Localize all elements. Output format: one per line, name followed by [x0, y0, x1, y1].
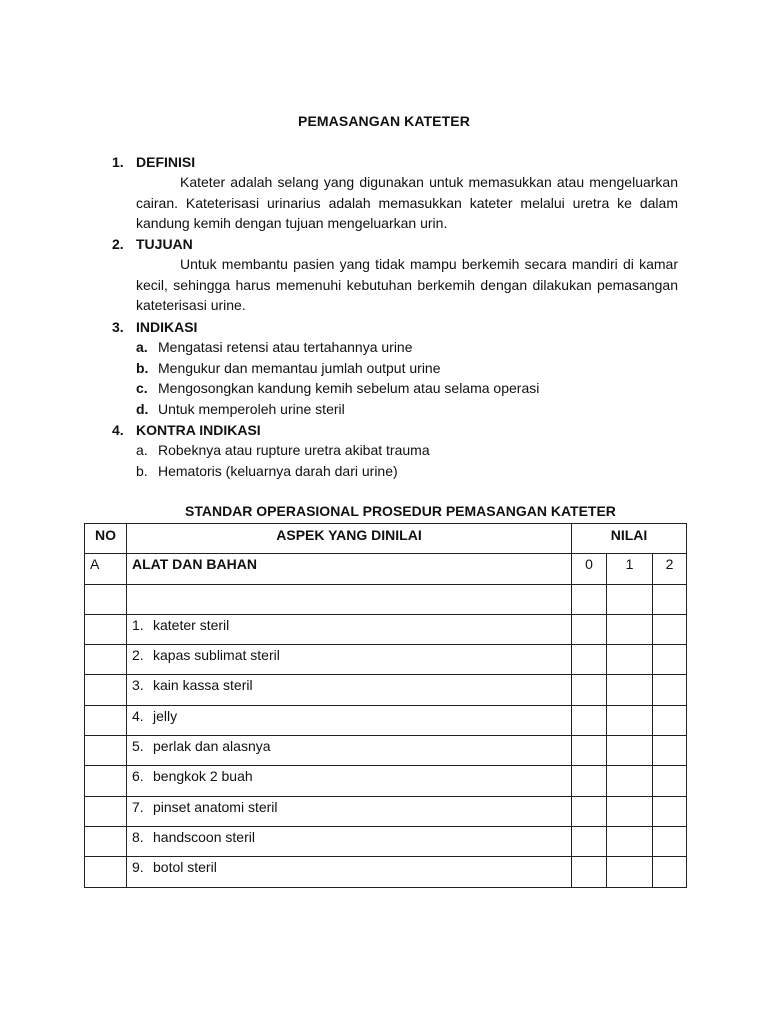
- item-cell: [127, 796, 572, 826]
- item-letter: b.: [136, 462, 148, 479]
- section-number: 1.: [112, 154, 124, 170]
- score-cell[interactable]: [572, 705, 607, 735]
- score-1: 1: [607, 554, 653, 584]
- item-text: Mengosongkan kandung kemih sebelum atau selama operasi: [158, 380, 540, 396]
- section-number: 4.: [112, 422, 124, 438]
- table-cell: [85, 857, 127, 887]
- score-2: 2: [653, 554, 687, 584]
- item-letter: b.: [136, 359, 149, 376]
- table-cell: [85, 614, 127, 644]
- section-title: INDIKASI: [136, 319, 198, 335]
- item-text: handscoon steril: [153, 828, 255, 845]
- score-cell[interactable]: [572, 645, 607, 675]
- item-text: kain kassa steril: [153, 677, 253, 694]
- item-cell: [127, 645, 572, 675]
- score-cell[interactable]: [653, 766, 687, 796]
- item-cell: [127, 614, 572, 644]
- document-title: PEMASANGAN KATETER: [298, 113, 470, 129]
- item-text: pinset anatomi steril: [153, 798, 278, 815]
- kontra-indikasi-list: [112, 440, 678, 481]
- score-0: 0: [572, 554, 607, 584]
- section-paragraph: [136, 254, 678, 316]
- score-cell[interactable]: [572, 736, 607, 766]
- section-heading: [112, 234, 678, 254]
- item-text: perlak dan alasnya: [153, 738, 271, 755]
- table-row: [85, 766, 687, 796]
- item-number: 3.: [132, 677, 144, 694]
- group-label: ALAT DAN BAHAN: [127, 554, 572, 584]
- item-cell: [127, 675, 572, 705]
- item-text: Robeknya atau rupture uretra akibat trauma: [158, 442, 430, 458]
- indikasi-list: [112, 337, 678, 419]
- item-number: 9.: [132, 859, 144, 876]
- score-cell[interactable]: [607, 614, 653, 644]
- item-text: botol steril: [153, 859, 217, 876]
- list-item: [136, 399, 678, 420]
- table-row: [85, 826, 687, 856]
- section-title: KONTRA INDIKASI: [136, 422, 261, 438]
- score-cell[interactable]: [653, 705, 687, 735]
- item-letter: a.: [136, 339, 148, 355]
- score-cell[interactable]: [653, 796, 687, 826]
- item-cell: [127, 826, 572, 856]
- table-cell: [85, 736, 127, 766]
- table-row: [85, 675, 687, 705]
- score-cell[interactable]: [572, 766, 607, 796]
- score-cell[interactable]: [607, 645, 653, 675]
- list-item: [136, 378, 678, 399]
- score-cell[interactable]: [572, 675, 607, 705]
- section-title: TUJUAN: [136, 236, 193, 252]
- sop-table: [84, 523, 687, 888]
- score-cell[interactable]: [607, 857, 653, 887]
- score-cell[interactable]: [607, 826, 653, 856]
- score-cell[interactable]: [572, 796, 607, 826]
- score-cell[interactable]: [607, 675, 653, 705]
- score-cell[interactable]: [653, 614, 687, 644]
- item-cell: [127, 857, 572, 887]
- item-text: jelly: [153, 707, 178, 724]
- score-cell[interactable]: [607, 796, 653, 826]
- score-cell[interactable]: [653, 675, 687, 705]
- sop-title: STANDAR OPERASIONAL PROSEDUR PEMASANGAN KATETER: [185, 503, 616, 519]
- item-letter: d.: [136, 400, 149, 417]
- item-text: bengkok 2 buah: [153, 768, 253, 785]
- score-cell[interactable]: [607, 736, 653, 766]
- section-definisi: [112, 152, 678, 234]
- table-row: [85, 796, 687, 826]
- score-cell[interactable]: [572, 584, 607, 614]
- table-cell: [85, 584, 127, 614]
- item-number: 6.: [132, 768, 144, 785]
- section-title: DEFINISI: [136, 154, 196, 170]
- section-heading: [112, 420, 678, 440]
- table-cell: [85, 826, 127, 856]
- item-text: kapas sublimat steril: [153, 647, 280, 664]
- table-cell: [85, 675, 127, 705]
- table-row: [85, 857, 687, 887]
- section-tujuan: [112, 234, 678, 316]
- item-text: Mengatasi retensi atau tertahannya urine: [158, 339, 413, 355]
- table-cell: [85, 766, 127, 796]
- item-number: 7.: [132, 798, 144, 815]
- section-heading: [112, 152, 678, 172]
- score-cell[interactable]: [653, 645, 687, 675]
- score-cell[interactable]: [653, 857, 687, 887]
- table-row: [85, 645, 687, 675]
- item-letter: c.: [136, 380, 148, 396]
- section-indikasi: [112, 317, 678, 419]
- score-cell[interactable]: [572, 826, 607, 856]
- item-text: Mengukur dan memantau jumlah output urine: [158, 359, 441, 376]
- item-text: Untuk memperoleh urine steril: [158, 400, 345, 417]
- table-row: [85, 736, 687, 766]
- score-cell[interactable]: [653, 584, 687, 614]
- item-number: 8.: [132, 828, 144, 845]
- item-text: kateter steril: [153, 616, 230, 633]
- score-cell[interactable]: [572, 614, 607, 644]
- item-cell: [127, 766, 572, 796]
- section-number: 2.: [112, 236, 124, 252]
- score-cell[interactable]: [607, 766, 653, 796]
- section-paragraph: [136, 172, 678, 234]
- item-cell: [127, 736, 572, 766]
- table-row-empty: [85, 584, 687, 614]
- list-item: [136, 358, 678, 379]
- group-no: A: [85, 554, 127, 584]
- item-number: 2.: [132, 647, 144, 664]
- table-cell: [85, 796, 127, 826]
- item-cell: [127, 705, 572, 735]
- item-number: 1.: [132, 616, 144, 633]
- table-header-row: [85, 524, 687, 554]
- table-cell: [85, 645, 127, 675]
- section-number: 3.: [112, 319, 124, 335]
- score-cell[interactable]: [607, 705, 653, 735]
- item-text: Hematoris (keluarnya darah dari urine): [158, 462, 398, 479]
- table-group-row: [85, 554, 687, 584]
- header-no: NO: [85, 524, 127, 554]
- section-kontra-indikasi: [112, 420, 678, 481]
- item-number: 4.: [132, 707, 144, 724]
- list-item: [136, 440, 678, 461]
- paragraph-text: Untuk membantu pasien yang tidak mampu berkemih secara mandiri di kamar kecil, sehingga harus memenuhi kebutuhan berkemih dengan dilakukan pemasangan kateterisasi urine.: [136, 256, 678, 313]
- table-row: [85, 614, 687, 644]
- score-cell[interactable]: [572, 857, 607, 887]
- table-row: [85, 705, 687, 735]
- score-cell[interactable]: [607, 584, 653, 614]
- table-cell: [85, 705, 127, 735]
- header-aspek: ASPEK YANG DINILAI: [127, 524, 572, 554]
- paragraph-text: Kateter adalah selang yang digunakan untuk memasukkan atau mengeluarkan cairan. Kateterisasi urinarius adalah memasukkan kateter melalui uretra ke dalam kandung kemih dengan tujuan mengeluarkan urin.: [136, 174, 678, 231]
- header-nilai: NILAI: [572, 524, 687, 554]
- item-letter: a.: [136, 442, 148, 458]
- score-cell[interactable]: [653, 826, 687, 856]
- table-cell: [127, 584, 572, 614]
- list-item: [136, 461, 678, 482]
- score-cell[interactable]: [653, 736, 687, 766]
- section-heading: [112, 317, 678, 337]
- list-item: [136, 337, 678, 358]
- item-number: 5.: [132, 738, 144, 755]
